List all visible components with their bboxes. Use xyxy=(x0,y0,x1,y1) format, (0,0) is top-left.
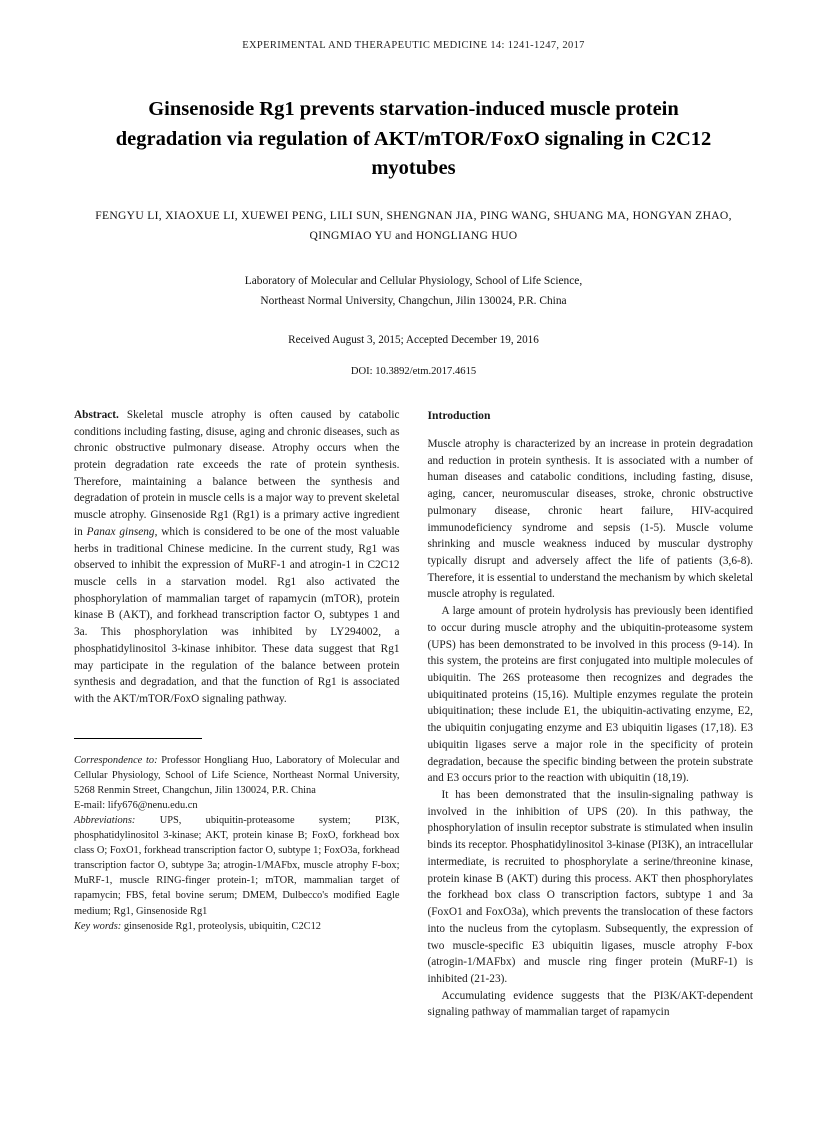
right-column xyxy=(428,407,754,1021)
abstract-paragraph xyxy=(74,407,400,708)
abstract-body-part-1: Skeletal muscle atrophy is often caused by catabolic conditions including fasting, disuse, aging and chronic diseases, such as chronic obstructive pulmonary disease. Atrophy occurs when the protein degradation rate exceeds the rate of protein synthesis. Therefore, maintaining a balance between the synthesis and degradation of protein in muscle cells is a major way to prevent skeletal muscle atrophy. Ginsenoside Rg1 (Rg1) is a primary active ingredient in xyxy=(74,408,400,538)
abstract-body-part-2: , which is considered to be one of the most valuable herbs in traditional Chinese medicine. In the current study, Rg1 was observed to inhibit the expression of MuRF-1 and atrogin-1 in C2C12 muscle cells in a starvation model. Rg1 also activated the phosphorylation of mammalian target of rapamycin (mTOR), protein kinase B (AKT), and forkhead transcription factor O, subtypes 1 and 3a. This phosphorylation was inhibited by LY294002, a phosphatidylinositol 3-kinase inhibitor. These data suggest that Rg1 may participate in the regulation of the balance between protein synthesis and degradation, and that the function of Rg1 is associated with the AKT/mTOR/FoxO signaling pathway. xyxy=(74,525,400,705)
keywords-note xyxy=(74,919,400,934)
intro-paragraph-4: Accumulating evidence suggests that the PI3K/AKT-dependent signaling pathway of mammalian target of rapamycin xyxy=(427,989,753,1019)
affiliation xyxy=(74,271,753,312)
left-column xyxy=(74,407,400,934)
abstract-label: Abstract. xyxy=(74,408,119,421)
keywords-label: Key words: xyxy=(74,920,122,932)
keywords-text: ginsenoside Rg1, proteolysis, ubiquitin, C2C12 xyxy=(121,920,321,932)
intro-paragraph-1: Muscle atrophy is characterized by an increase in protein degradation and reduction in protein synthesis. It is associated with a number of human diseases and catabolic conditions, including fasting, disuse, aging, cancer, neuromuscular diseases, stroke, chronic obstructive pulmonary disease, chronic heart failure, HIV-acquired immunodeficiency syndrome and sepsis (1-5). Muscle volume shrinking and muscle weakness induced by muscular dystrophy typically disrupt and adversely affect the life of patients (3,6-8). Therefore, it is essential to understand the mechanism by which skeletal muscle atrophy is regulated. xyxy=(427,437,753,601)
section-heading-introduction: Introduction xyxy=(427,408,491,422)
affiliation-line-1: Laboratory of Molecular and Cellular Physiology, School of Life Science, xyxy=(244,274,583,287)
author-list: FENGYU LI, XIAOXUE LI, XUEWEI PENG, LILI SUN, SHENGNAN JIA, PING WANG, SHUANG MA, HONGYAN ZHAO, QINGMIAO YU and HONGLIANG HUO xyxy=(95,209,732,243)
correspondence-label: Correspondence to: xyxy=(74,754,158,766)
abbreviations-note xyxy=(74,813,400,919)
received-accepted-dates: Received August 3, 2015; Accepted December 19, 2016 xyxy=(288,333,539,346)
abbreviations-label: Abbreviations: xyxy=(74,815,136,827)
abstract-italic-term: Panax ginseng xyxy=(86,525,155,538)
journal-header: EXPERIMENTAL AND THERAPEUTIC MEDICINE 14: 1241-1247, 2017 xyxy=(242,40,585,51)
intro-paragraph-2: A large amount of protein hydrolysis has previously been identified to occur during muscle atrophy and the ubiquitin-proteasome system (UPS) has been demonstrated to be involved in this process (9-14). In this system, the proteins are first conjugated into multiple molecules of ubiquitin. The 26S proteasome then recognizes and degrades the ubiquitinated proteins (15,16). Multiple enzymes regulate the protein ubiquitination; these include E1, the ubiquitin-activating enzyme, E2, the ubiquitin conjugating enzyme and E3 ubiquitin ligases (17,18). E3 ubiquitin ligases serve a major role in the specificity of protein degradation, because the specific binding between the protein substrate and E3 occurs prior to the reaction with ubiquitin (18,19). xyxy=(427,605,753,785)
doi: DOI: 10.3892/etm.2017.4615 xyxy=(350,365,477,377)
footnote-divider xyxy=(74,738,202,739)
correspondence-email[interactable]: E-mail: lify676@nenu.edu.cn xyxy=(74,799,198,811)
correspondence-text: Professor Hongliang Huo, Laboratory of Molecular and Cellular Physiology, School of Life Science, Northeast Normal University, 5268 Renmin Street, Changchun, Jilin 130024, P.R. China xyxy=(74,754,400,796)
abbreviations-text: UPS, ubiquitin-proteasome system; PI3K, phosphatidylinositol 3-kinase; AKT, protein kinase B; FoxO, forkhead box class O; FoxO1, forkhead transcription factor O, subtype 1; FoxO3a, forkhead transcription factor O, subtype 3a; atrogin-1/MAFbx, muscle atrophy F-box; MuRF-1, muscle RING-finger protein-1; mTOR, mammalian target of rapamycin; FBS, fetal bovine serum; DMEM, Dulbecco's modified Eagle medium; Rg1, Ginsenoside Rg1 xyxy=(74,815,400,917)
page-title: Ginsenoside Rg1 prevents starvation-induced muscle protein degradation via regulation of AKT/mTOR/FoxO signaling in C2C12 myotubes xyxy=(115,98,712,180)
correspondence-note xyxy=(74,753,400,798)
intro-paragraph-3: It has been demonstrated that the insulin-signaling pathway is involved in the inhibition of UPS (20). In this pathway, the phosphorylation of insulin receptor substrate is stimulated when insulin binds its receptor. Phosphatidylinositol 3-kinase (PI3K), an intracellular intermediate, is recruited to phosphorylate a serine/threonine kinase, protein kinase B (AKT) during this process. AKT then phosphorylates the forkhead box class O transcription factors, subtype 1 and 3a (FoxO1 and FoxO3a), which prevents the translocation of these factors into the nucleus from the cytoplasm. Subsequently, the expression of two muscle-specific E3 ubiquitin ligases, muscle atrophy F-box (atrogin-1/MAFbx) and muscle ring finger protein (MuRF-1) is inhibited (21-23). xyxy=(427,789,753,985)
affiliation-line-2: Northeast Normal University, Changchun, Jilin 130024, P.R. China xyxy=(260,295,567,308)
two-column-body xyxy=(74,407,753,1021)
